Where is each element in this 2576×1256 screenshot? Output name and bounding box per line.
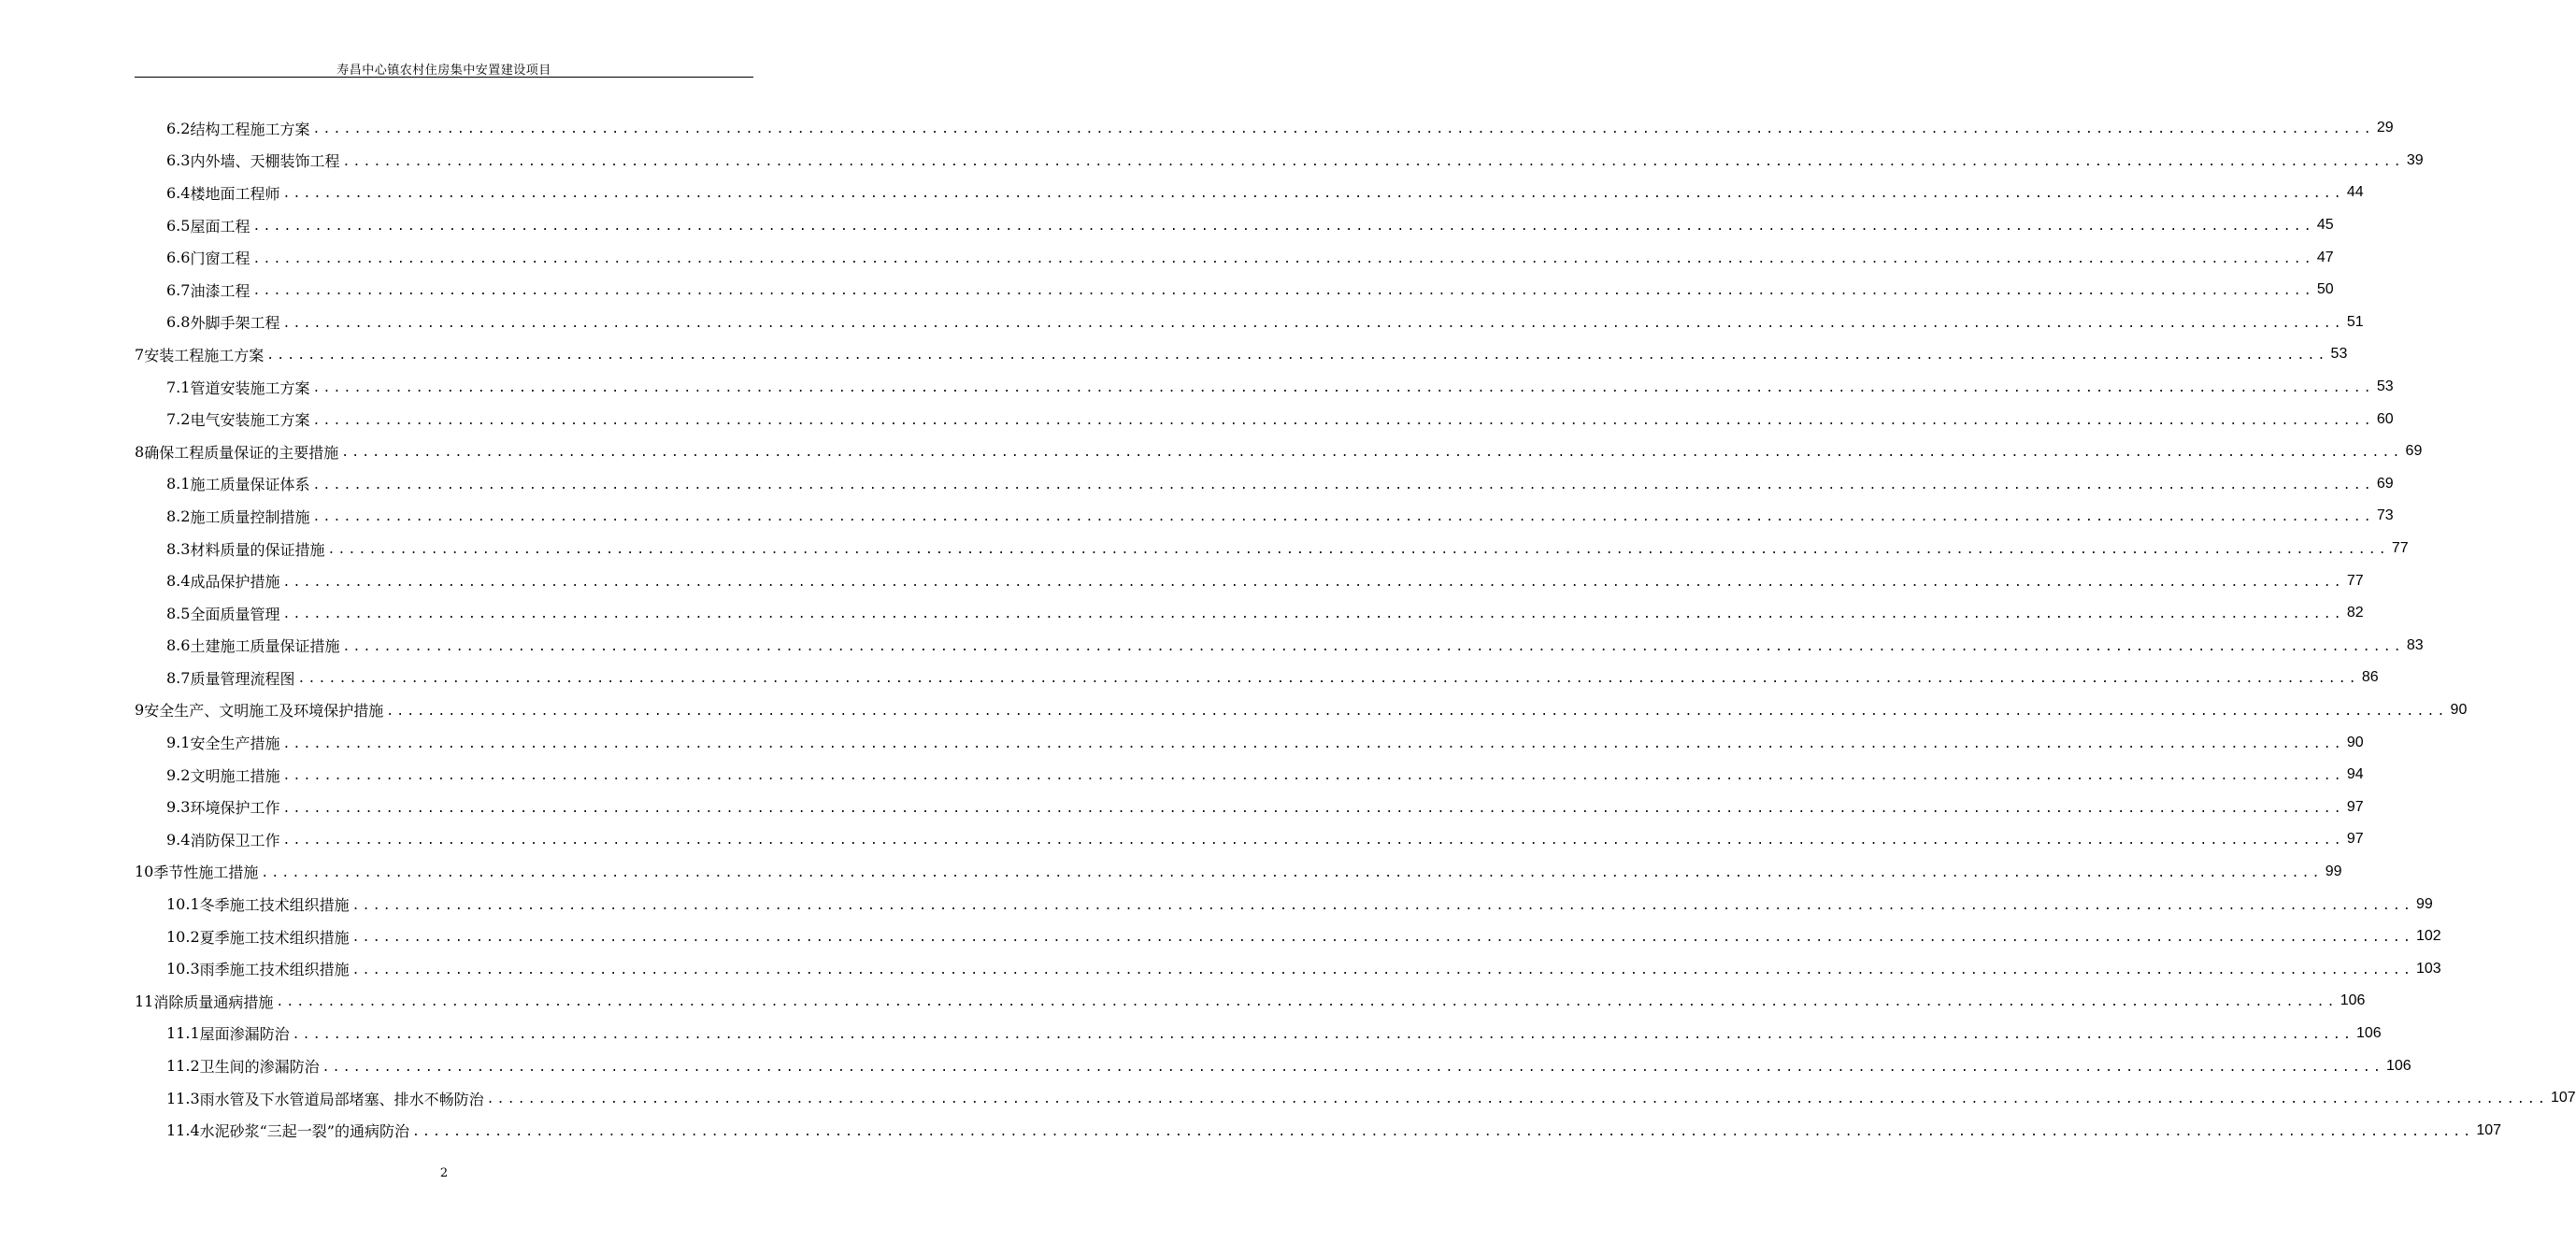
toc-entry-title: 油漆工程 [190, 281, 250, 300]
toc-entry-title: 安装工程施工方案 [144, 346, 265, 364]
toc-entry-title: 消除质量通病措施 [153, 992, 274, 1011]
toc-entry-number: 9.2 [166, 765, 191, 784]
toc-entry-page: 106 [2340, 992, 2366, 1009]
toc-entry-page: 82 [2346, 605, 2364, 621]
toc-entry-number: 6.6 [166, 249, 191, 267]
toc-entry-page: 103 [2415, 960, 2441, 977]
toc-entry-page: 69 [2376, 475, 2394, 492]
toc-entry-number: 8.1 [166, 475, 191, 493]
toc-entry-title: 屋面渗漏防治 [199, 1025, 290, 1044]
toc-entry-title: 安全生产措施 [190, 735, 280, 753]
toc-entry-number: 9 [135, 701, 145, 720]
toc-entry-page: 107 [2550, 1090, 2576, 1106]
toc-entry-number: 7.1 [166, 378, 191, 396]
header-rule [135, 77, 753, 78]
toc-entry-page: 53 [2330, 346, 2348, 363]
toc-dot-leader: ........................................................................................................................................................................................................ [351, 898, 2413, 913]
toc-dot-leader: ........................................................................................................................................................................................................ [312, 381, 2374, 396]
toc-entry-number: 6.2 [166, 119, 191, 137]
toc-entry-number: 9.4 [166, 830, 191, 849]
toc-entry[interactable] [135, 662, 2379, 694]
toc-entry-title: 管道安装施工方案 [190, 378, 310, 397]
running-header: 寿昌中心镇农村住房集中安置建设项目 [336, 64, 551, 78]
toc-entry-title: 内外墙、天棚装饰工程 [190, 152, 340, 171]
toc-entry-number: 6.5 [166, 216, 191, 235]
toc-entry-page: 99 [2325, 863, 2342, 879]
toc-dot-leader: ........................................................................................................................................................................................................ [252, 251, 2314, 266]
toc-entry[interactable] [135, 209, 2334, 242]
toc-dot-leader: ........................................................................................................................................................................................................ [252, 284, 2314, 299]
toc-entry-title: 卫生间的渗漏防治 [199, 1058, 320, 1077]
toc-entry-title: 消防保卫工作 [190, 831, 280, 849]
toc-entry-title: 门窗工程 [190, 250, 250, 268]
toc-entry-title: 楼地面工程师 [190, 184, 280, 203]
toc-entry[interactable] [135, 1082, 2576, 1115]
toc-entry[interactable] [135, 500, 2394, 533]
toc-entry-title: 确保工程质量保证的主要措施 [144, 443, 339, 462]
toc-entry[interactable] [135, 145, 2424, 178]
toc-entry-page: 83 [2406, 636, 2424, 653]
toc-dot-leader: ........................................................................................................................................................................................................ [282, 187, 2344, 202]
toc-entry-number: 7 [135, 345, 145, 364]
toc-entry-page: 53 [2376, 378, 2394, 395]
toc-entry-title: 结构工程施工方案 [190, 120, 310, 138]
toc-entry-number: 6.4 [166, 183, 191, 202]
toc-dot-leader: ........................................................................................................................................................................................................ [261, 865, 2323, 880]
toc-entry-title: 材料质量的保证措施 [190, 540, 325, 559]
toc-entry-number: 8.2 [166, 507, 191, 525]
toc-entry-number: 8.6 [166, 636, 191, 655]
toc-entry-number: 8.5 [166, 604, 191, 622]
toc-entry-number: 8 [135, 442, 145, 461]
toc-entry-page: 29 [2376, 120, 2394, 136]
toc-dot-leader: ........................................................................................................................................................................................................ [297, 672, 2359, 687]
toc-entry-page: 90 [2346, 734, 2364, 750]
toc-entry[interactable] [135, 856, 2342, 889]
toc-entry[interactable] [135, 338, 2348, 371]
toc-dot-leader: ........................................................................................................................................................................................................ [312, 413, 2374, 428]
toc-entry-number: 10 [135, 863, 154, 881]
toc-dot-leader: ........................................................................................................................................................................................................ [282, 736, 2344, 751]
toc-entry-title: 外脚手架工程 [190, 314, 280, 333]
toc-entry-page: 102 [2415, 928, 2441, 945]
toc-entry-number: 11.2 [166, 1057, 200, 1076]
toc-entry[interactable] [135, 435, 2423, 468]
toc-entry[interactable] [135, 985, 2366, 1018]
toc-entry-page: 45 [2316, 217, 2334, 234]
toc-entry-title: 文明施工措施 [190, 766, 280, 785]
page-number: 2 [439, 1166, 449, 1180]
toc-entry[interactable] [135, 241, 2334, 274]
toc-entry[interactable] [135, 177, 2364, 209]
toc-dot-leader: ........................................................................................................................................................................................................ [342, 154, 2404, 169]
toc-entry[interactable] [135, 533, 2409, 565]
toc-entry[interactable] [135, 759, 2364, 792]
toc-dot-leader: ........................................................................................................................................................................................................ [282, 607, 2344, 622]
toc-entry-number: 11.1 [166, 1024, 200, 1043]
toc-dot-leader: ........................................................................................................................................................................................................ [312, 122, 2374, 137]
toc-dot-leader: ........................................................................................................................................................................................................ [276, 995, 2338, 1010]
toc-entry-title: 电气安装施工方案 [190, 411, 310, 430]
toc-entry[interactable] [135, 1049, 2411, 1082]
toc-dot-leader: ........................................................................................................................................................................................................ [312, 478, 2374, 492]
toc-entry-number: 8.7 [166, 668, 191, 687]
toc-entry[interactable] [135, 823, 2364, 856]
toc-entry-title: 冬季施工技术组织措施 [199, 896, 350, 915]
toc-entry-title: 环境保护工作 [190, 799, 280, 818]
toc-entry-title: 全面质量管理 [190, 605, 280, 623]
toc-dot-leader: ........................................................................................................................................................................................................ [342, 639, 2404, 654]
toc-entry-page: 50 [2316, 281, 2334, 298]
toc-entry-page: 77 [2391, 540, 2409, 557]
toc-entry[interactable] [135, 1114, 2502, 1147]
toc-dot-leader: ........................................................................................................................................................................................................ [351, 963, 2413, 978]
toc-entry-page: 99 [2415, 895, 2433, 912]
toc-entry-number: 10.1 [166, 895, 200, 914]
toc-dot-leader: ........................................................................................................................................................................................................ [327, 543, 2389, 558]
toc-entry-number: 10.2 [166, 927, 200, 946]
toc-entry-page: 77 [2346, 572, 2364, 589]
toc-entry-page: 97 [2346, 798, 2364, 815]
toc-entry-title: 土建施工质量保证措施 [190, 637, 340, 656]
toc-entry-title: 成品保护措施 [190, 573, 280, 592]
toc-entry-number: 8.4 [166, 572, 191, 591]
toc-entry[interactable] [135, 726, 2364, 759]
toc-entry-page: 69 [2405, 443, 2423, 460]
toc-entry-page: 39 [2406, 151, 2424, 168]
toc-entry[interactable] [135, 630, 2424, 663]
table-of-contents [135, 112, 2576, 1147]
toc-dot-leader: ........................................................................................................................................................................................................ [341, 446, 2403, 461]
toc-entry-number: 10.3 [166, 960, 200, 978]
toc-entry[interactable] [135, 1018, 2382, 1050]
toc-entry[interactable] [135, 888, 2433, 921]
toc-entry[interactable] [135, 597, 2364, 630]
toc-entry[interactable] [135, 112, 2394, 145]
toc-entry-page: 97 [2346, 831, 2364, 848]
toc-dot-leader: ........................................................................................................................................................................................................ [351, 931, 2413, 946]
toc-dot-leader: ........................................................................................................................................................................................................ [266, 349, 2328, 364]
toc-entry[interactable] [135, 403, 2394, 435]
toc-entry-number: 7.2 [166, 410, 191, 429]
toc-entry[interactable] [135, 564, 2364, 597]
toc-entry-page: 94 [2346, 766, 2364, 783]
toc-entry-number: 6.7 [166, 280, 191, 299]
toc-entry-number: 11 [135, 992, 154, 1010]
toc-dot-leader: ........................................................................................................................................................................................................ [412, 1124, 2474, 1139]
toc-entry-page: 107 [2476, 1121, 2502, 1138]
toc-entry-title: 屋面工程 [190, 217, 250, 236]
toc-entry-title: 安全生产、文明施工及环境保护措施 [144, 702, 384, 721]
toc-entry[interactable] [135, 952, 2441, 985]
toc-entry-title: 雨水管及下水管道局部堵塞、排水不畅防治 [199, 1090, 484, 1108]
toc-entry-page: 86 [2361, 669, 2379, 686]
toc-entry-number: 6.8 [166, 313, 191, 332]
toc-entry[interactable] [135, 468, 2394, 501]
toc-dot-leader: ........................................................................................................................................................................................................ [282, 316, 2344, 331]
toc-entry-title: 雨季施工技术组织措施 [199, 961, 350, 979]
toc-entry[interactable] [135, 791, 2364, 823]
toc-entry-number: 11.3 [166, 1089, 200, 1107]
toc-dot-leader: ........................................................................................................................................................................................................ [252, 220, 2314, 235]
toc-dot-leader: ........................................................................................................................................................................................................ [282, 834, 2344, 849]
toc-dot-leader: ........................................................................................................................................................................................................ [282, 575, 2344, 590]
toc-dot-leader: ........................................................................................................................................................................................................ [386, 704, 2448, 719]
toc-dot-leader: ........................................................................................................................................................................................................ [322, 1060, 2383, 1075]
toc-entry-page: 106 [2355, 1024, 2382, 1041]
toc-dot-leader: ........................................................................................................................................................................................................ [486, 1092, 2548, 1107]
toc-entry-title: 施工质量保证体系 [190, 476, 310, 494]
toc-dot-leader: ........................................................................................................................................................................................................ [312, 510, 2374, 525]
toc-entry-page: 51 [2346, 313, 2364, 330]
toc-dot-leader: ........................................................................................................................................................................................................ [282, 801, 2344, 816]
toc-entry-page: 44 [2346, 184, 2364, 201]
toc-entry-number: 11.4 [166, 1121, 200, 1140]
toc-entry-number: 9.3 [166, 798, 191, 817]
toc-entry-page: 47 [2316, 249, 2334, 265]
toc-dot-leader: ........................................................................................................................................................................................................ [282, 769, 2344, 784]
toc-entry[interactable] [135, 307, 2364, 339]
toc-entry[interactable] [135, 274, 2334, 307]
toc-entry-page: 60 [2376, 410, 2394, 427]
toc-entry[interactable] [135, 694, 2468, 727]
toc-dot-leader: ........................................................................................................................................................................................................ [292, 1027, 2354, 1042]
toc-entry[interactable] [135, 921, 2441, 953]
toc-entry[interactable] [135, 371, 2394, 404]
toc-entry-title: 质量管理流程图 [190, 669, 295, 688]
toc-entry-page: 73 [2376, 507, 2394, 524]
toc-entry-title: 施工质量控制措施 [190, 507, 310, 526]
toc-entry-title: 季节性施工措施 [153, 864, 259, 882]
toc-entry-number: 6.3 [166, 151, 191, 170]
toc-entry-number: 8.3 [166, 539, 191, 558]
toc-entry-number: 9.1 [166, 734, 191, 752]
toc-entry-title: 夏季施工技术组织措施 [199, 928, 350, 947]
toc-entry-title: 水泥砂浆“三起一裂”的通病防治 [199, 1122, 409, 1141]
toc-entry-page: 90 [2450, 701, 2468, 718]
toc-entry-page: 106 [2385, 1057, 2411, 1074]
